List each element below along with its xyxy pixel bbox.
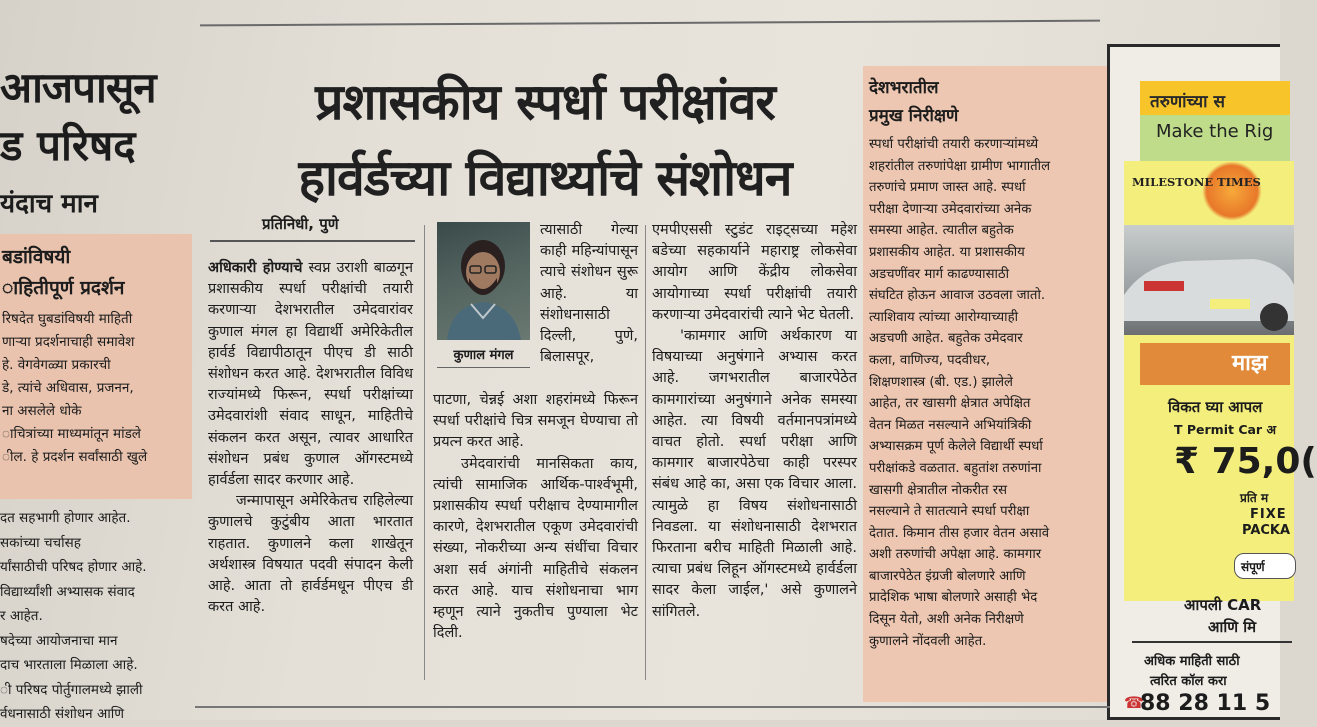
byline-rule — [210, 240, 415, 242]
ad-brand: MILESTONE TIMES — [1132, 175, 1261, 189]
ad-sell-text: विकत घ्या आपल — [1168, 398, 1263, 416]
ad-top-text: तरुणांच्या स — [1150, 92, 1225, 112]
left-heading-line2: ड परिषद — [0, 121, 136, 170]
sidebar-heading: देशभरातील प्रमुख निरीक्षणे — [869, 78, 959, 126]
ad-badge: संपूर्ण — [1234, 553, 1296, 579]
column-divider — [424, 225, 425, 680]
car-advertisement — [1107, 44, 1317, 720]
bottom-rule — [195, 706, 1110, 708]
observations-sidebar — [863, 66, 1109, 702]
ad-phone-number: 88 28 11 5 — [1140, 691, 1271, 716]
left-subheading: यंदाच मान — [0, 189, 98, 219]
phone-icon: ☎ — [1124, 693, 1144, 712]
left-box-heading: बडांविषयी ाहितीपूर्ण प्रदर्शन — [2, 246, 125, 299]
ad-your-car: आपली CAR — [1184, 596, 1262, 614]
article-column-3: एमपीएससी स्टुडंट राइट्सच्या महेश बडेच्या सहकार्याने महाराष्ट्र लोकसेवा आयोग आणि केंद्रीय लोकसेवा आयोगाच्या स्पर्धा परीक्षांची तयारी करणाऱ्या उमेदवारांची त्याने भेट घेतली. 'कामगार आणि अर्थकारण या विषयाच्या अनुषंगाने अभ्यास करत आहे. जगभरातील बाजारपेठेत कामगारांच्या अनुषंगाने अनेक समस्या आहेत. त्या विषयी वर्तमानपत्रांमध्ये वाचत होतो. स्पर्धा परीक्षा आणि कामगार बाजारपेठेचा काही परस्पर संबंध आहे का, असा एक विचार आला. त्यामुळे हा विषय संशोधनासाठी निवडला. या संशोधनासाठी देशभरात फिरताना बरीच माहिती मिळाली आहे. त्याचा प्रबंध लिहून ऑगस्टमध्ये हार्वर्डला सादर केला जाईल,' असे कुणालने सांगितले. — [652, 222, 857, 620]
left-box-body: रिषदेत घुबडांविषयी माहिती णाऱ्या प्रदर्शनाचाही समावेश हे. वेगवेगळ्या प्रकारची डे, त्यांचे अधिवास, प्रजनन, ना असलेले धोके ाचित्रांच्या माध्यमांतून मांडले ील. हे प्रदर्शन सर्वांसाठी खुले — [2, 311, 148, 465]
article-column-1: अधिकारी होण्याचे स्वप्न उराशी बाळगून प्रशासकीय स्पर्धा परीक्षांची तयारी करणाऱ्या देशभरातील उमेदवारांवर कुणाल मंगल हा विद्यार्थी अमेरिकेतील हार्वर्ड विद्यापीठातून पीएच डी साठी संशोधन करत आहे. देशभरातील विविध राज्यांमध्ये फिरून, स्पर्धा परीक्षांच्या उमेदवारांशी संवाद साधून, माहितीचे संकलन करत असून, त्यावर आधारित संशोधन प्रबंध कुणाल ऑगस्टमध्ये हार्वर्डला सादर करणार आहे. जन्मापासून अमेरिकेतच राहिलेल्या कुणालचे कुटुंबीय आता भारतात राहतात. कुणालने कला शाखेतून अर्थशास्त्र विषयात पदवी संपादन केली आहे. आता तो हार्वर्डमधून पीएच डी करत आहे. — [208, 260, 414, 616]
milestone-logo-icon — [1202, 161, 1262, 221]
ad-divider — [1132, 641, 1292, 643]
photo-caption: कुणाल मंगल — [453, 348, 514, 363]
car-image — [1124, 225, 1294, 335]
ad-tagline: Make the Rig — [1156, 121, 1274, 142]
ad-fixed: FIXE — [1250, 507, 1287, 522]
caption-rule — [437, 367, 530, 368]
sidebar-body: स्पर्धा परीक्षांची तयारी करणाऱ्यांमध्ये शहरांतील तरुणांपेक्षा ग्रामीण भागातील तरुणांचे प्रमाण जास्त आहे. स्पर्धा परीक्षा देणाऱ्या उमेदवारांच्या अनेक समस्या आहेत. त्यातील बहुतेक प्रशासकीय आहेत. या प्रशासकीय अडचणींवर मार्ग काढण्यासाठी संघटित होऊन आवाज उठवला जातो. त्याशिवाय त्यांच्या आरोग्याच्याही अडचणी आहेत. बहुतेक उमेदवार कला, वाणिज्य, पदवीधर, शिक्षणशास्त्र (बी. एड.) झालेले आहेत, तर खासगी क्षेत्रात अपेक्षित वेतन मिळत नसल्याने अभियांत्रिकी अभ्यासक्रम पूर्ण केलेले विद्यार्थी स्पर्धा परीक्षांकडे वळतात. बहुतांश तरुणांना खासगी क्षेत्रातील नोकरीत रस नसल्याने ते सातत्याने स्पर्धा परीक्षा देतात. किमान तीस हजार वेतन असावे अशी तरुणांची अपेक्षा आहे. कामगार बाजारपेठेत इंग्रजी बोलणारे आणि प्रादेशिक भाषा बोलणारे असाही भेद दिसून येतो, अशी अनेक निरीक्षणे कुणालने नोंदवली आहेत. — [869, 137, 1051, 649]
article-headline: प्रशासकीय स्पर्धा परीक्षांवर हार्वर्डच्या विद्यार्थ्याचे संशोधन — [298, 73, 792, 207]
column-divider — [645, 225, 646, 680]
left-highlight-box — [0, 234, 192, 499]
ad-and: आणि मि — [1208, 618, 1257, 636]
article-column-2: पाटणा, चेन्नई अशा शहरांमध्ये फिरून स्पर्धा परीक्षांचे चित्र समजून घेण्याचा तो प्रयत्न करत आहे. उमेदवारांची मानसिकता काय, त्यांची सामाजिक आर्थिक-पार्श्वभूमी, प्रशासकीय स्पर्धा परीक्षाच देण्यामागील कारणे, देशभरातील एकूण उमेदवारांची संख्या, नोकरीच्या अन्य संधींचा विचार अशा सर्व अंगांनी माहितीचे संकलन करत आहे. याच संशोधनाचा भाग म्हणून त्याने नुकतीच पुण्याला भेट दिली. — [433, 392, 638, 642]
left-heading-line1: आजपासून — [0, 63, 156, 112]
article-column-2-top: त्यासाठी गेल्या काही महिन्यांपासून त्याचे संशोधन सुरू आहे. या संशोधनासाठी दिल्ली, पुणे, बिलासपूर, — [540, 222, 638, 366]
ad-more-info: अधिक माहिती साठी — [1144, 654, 1240, 669]
ad-call-now: त्वरित कॉल करा — [1150, 674, 1227, 689]
ad-orange-text: माझ — [1232, 351, 1268, 376]
ad-package: PACKA — [1242, 523, 1291, 538]
car-icon — [1124, 225, 1294, 335]
ad-permit-text: T Permit Car अ — [1174, 422, 1276, 437]
left-body-text: दत सहभागी होणार आहेत. सकांच्या चर्चासह र्यांसाठीची परिषद होणार आहे. विद्यार्थ्यांशी अभ्यासक संवाद र आहेत. षदेच्या आयोजनाचा मान दाच भारताला मिळाला आहे. ी परिषद पोर्तुगालमध्ये झाली र्वधनासाठी संशोधन आणि — [0, 510, 147, 722]
lead-in: अधिकारी होण्याचे — [208, 260, 303, 276]
ad-per-month: प्रति म — [1240, 491, 1269, 505]
author-photo — [437, 222, 530, 340]
ad-price: ₹ 75,0( — [1174, 441, 1317, 482]
person-portrait-icon — [437, 222, 530, 340]
byline: प्रतिनिधी, पुणे — [262, 215, 339, 233]
left-adjacent-article — [0, 50, 195, 720]
